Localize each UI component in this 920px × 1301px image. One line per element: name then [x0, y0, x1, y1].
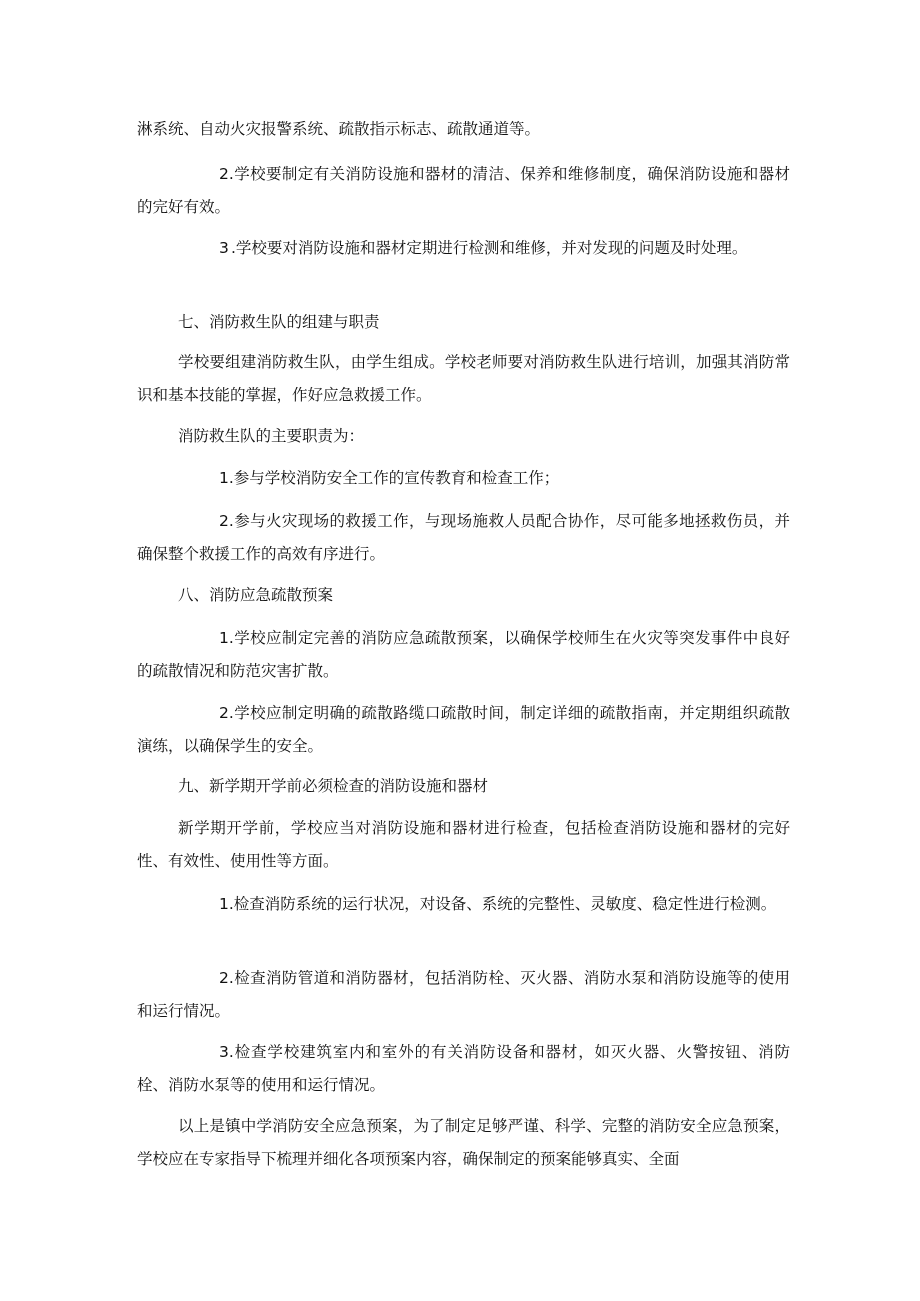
item-number: 3 [219, 1043, 229, 1061]
paragraph-text: 新学期开学前，学校应当对消防设施和器材进行检查，包括检查消防设施和器材的完好性、有效性、使用性等方面。 [137, 819, 790, 870]
paragraph-item-1 [137, 888, 790, 921]
paragraph-item-2 [137, 505, 790, 571]
paragraph-text: 消防救生队的主要职责为： [178, 427, 365, 445]
item-number: 2 [219, 704, 229, 722]
paragraph-item-3 [137, 1036, 790, 1102]
paragraph-text: .检查消防管道和消防器材，包括消防栓、灭火器、消防水泵和消防设施等的使用和运行情况。 [137, 969, 790, 1020]
section-heading-9 [137, 770, 790, 803]
section-heading-7 [137, 306, 790, 339]
section-heading-8 [137, 579, 790, 612]
item-number: 1 [219, 629, 229, 647]
item-number: 3 [219, 239, 229, 257]
paragraph-text: .学校应制定完善的消防应急疏散预案，以确保学校师生在火灾等突发事件中良好的疏散情况和防范灾害扩散。 [137, 629, 790, 680]
paragraph-item-2 [137, 962, 790, 1028]
paragraph-body [137, 812, 790, 878]
paragraph-text: .检查消防系统的运行状况，对设备、系统的完整性、灵敏度、稳定性进行检测。 [228, 895, 777, 913]
heading-text: 九、新学期开学前必须检查的消防设施和器材 [178, 777, 489, 795]
paragraph-text: .参与火灾现场的救援工作，与现场施救人员配合协作，尽可能多地拯救伤员，并确保整个救援工作的高效有序进行。 [137, 512, 790, 563]
paragraph-body [137, 346, 790, 412]
paragraph-text: 淋系统、自动火灾报警系统、疏散指示标志、疏散通道等。 [137, 120, 541, 138]
paragraph-text: .学校应制定明确的疏散路缆口疏散时间，制定详细的疏散指南，并定期组织疏散演练，以确保学生的安全。 [137, 704, 790, 755]
paragraph-conclusion [137, 1110, 790, 1176]
paragraph-body [137, 420, 790, 453]
paragraph-continuation [137, 113, 790, 146]
paragraph-text: .学校要制定有关消防设施和器材的清洁、保养和维修制度，确保消防设施和器材的完好有效。 [137, 165, 790, 216]
paragraph-text: .检查学校建筑室内和室外的有关消防设备和器材，如灭火器、火警按钮、消防栓、消防水泵等的使用和运行情况。 [137, 1043, 790, 1094]
heading-text: 八、消防应急疏散预案 [178, 586, 334, 604]
paragraph-item-1 [137, 622, 790, 688]
paragraph-text: 以上是镇中学消防安全应急预案，为了制定足够严谨、科学、完整的消防安全应急预案，学校应在专家指导下梳理并细化各项预案内容，确保制定的预案能够真实、全面 [137, 1117, 790, 1168]
paragraph-text: 学校要组建消防救生队，由学生组成。学校老师要对消防救生队进行培训，加强其消防常识和基本技能的掌握，作好应急救援工作。 [137, 353, 790, 404]
paragraph-item-2 [137, 158, 790, 224]
paragraph-text: .参与学校消防安全工作的宣传教育和检查工作； [228, 469, 560, 487]
item-number: 2 [219, 165, 229, 183]
paragraph-text: .学校要对消防设施和器材定期进行检测和维修，并对发现的问题及时处理。 [231, 239, 748, 257]
item-number: 1 [219, 469, 229, 487]
item-number: 2 [219, 969, 229, 987]
item-number: 2 [219, 512, 229, 530]
heading-text: 七、消防救生队的组建与职责 [178, 313, 380, 331]
item-number: 1 [219, 895, 229, 913]
paragraph-item-2 [137, 697, 790, 763]
paragraph-item-3 [137, 232, 790, 265]
paragraph-item-1 [137, 462, 790, 495]
